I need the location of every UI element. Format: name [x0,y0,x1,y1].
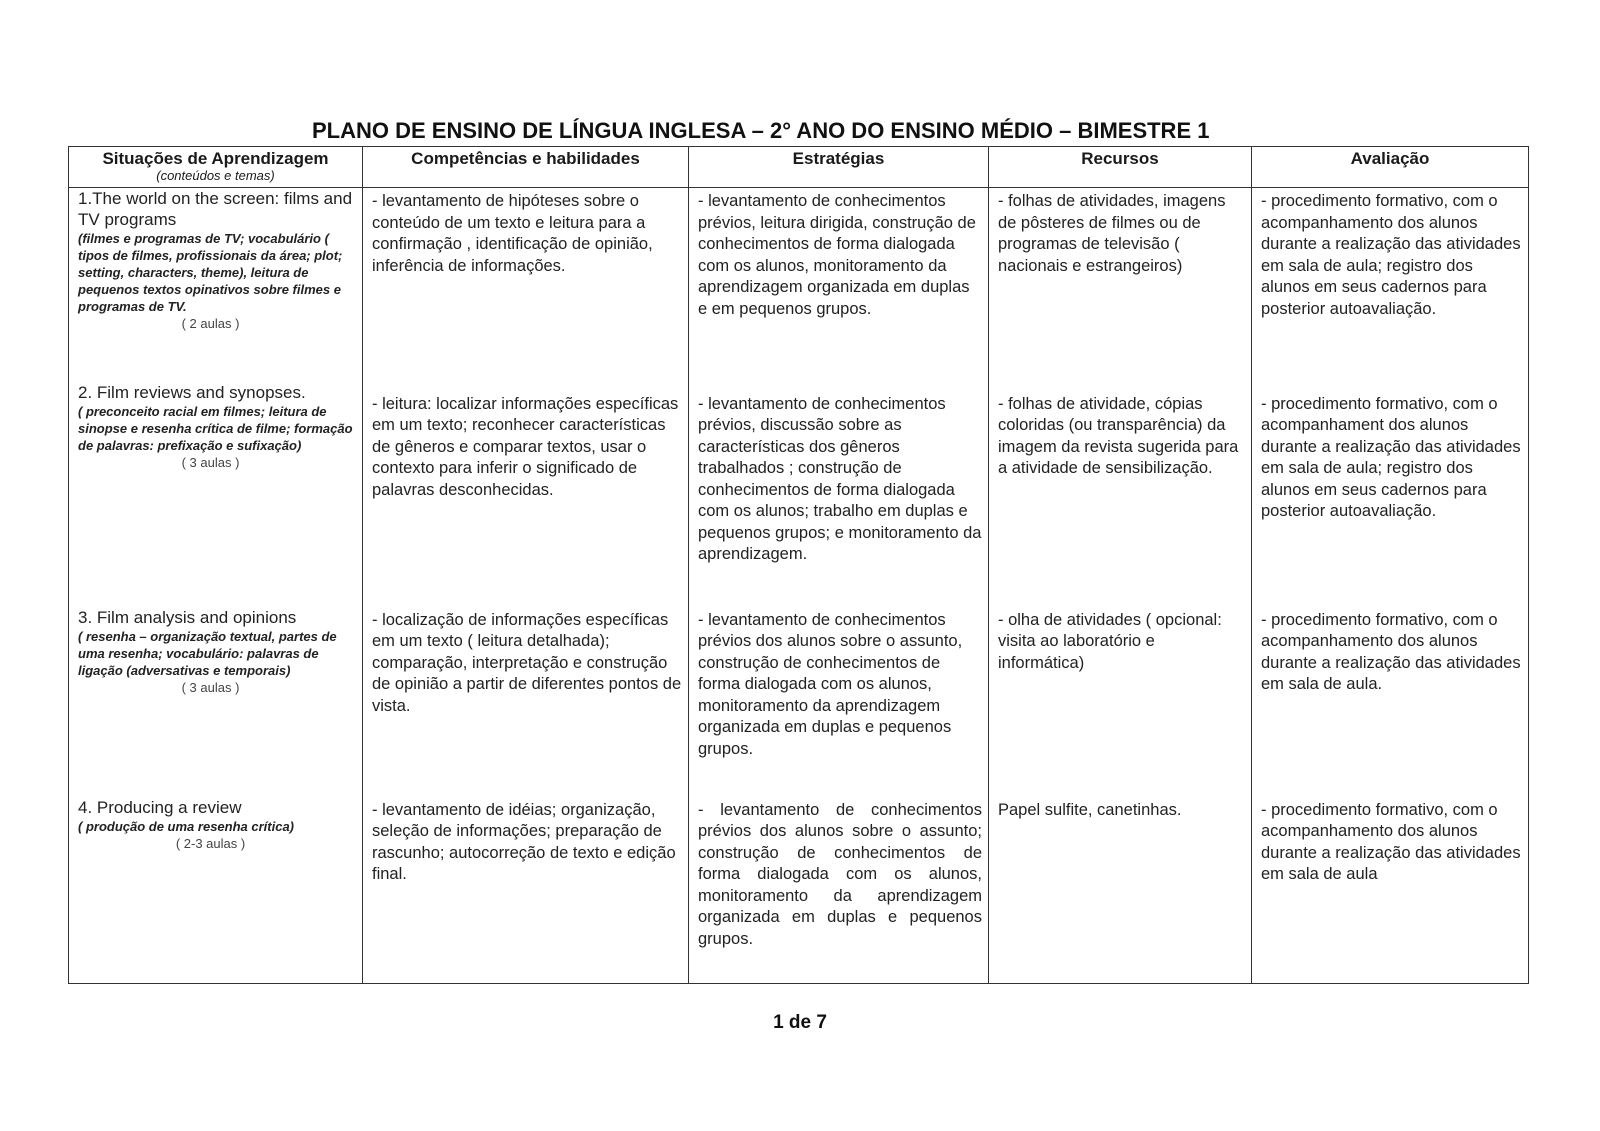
recursos-text: Papel sulfite, canetinhas. [998,800,1182,819]
cell-situacao [69,188,363,382]
situacao-aulas: ( 2-3 aulas ) [175,835,246,851]
table-row [69,382,1529,607]
cell-avaliacao [1252,188,1529,382]
situacao-aulas: ( 3 aulas ) [181,454,240,470]
page-title: PLANO DE ENSINO DE LÍNGUA INGLESA – 2° ANO DO ENSINO MÉDIO – BIMESTRE 1 [312,118,1210,143]
cell-estrategias [689,188,989,382]
cell-competencias [363,188,689,382]
cell-recursos [989,797,1252,984]
recursos-text: - folhas de atividades, imagens de pôsteres de filmes ou de programas de televisão ( nacionais e estrangeiros) [998,192,1226,275]
situacao-title: 4. Producing a review [78,797,242,817]
teaching-plan-table [68,146,1529,984]
cell-situacao [69,797,363,984]
situacao-detail: ( preconceito racial em filmes; leitura de sinopse e resenha crítica de filme; formação de palavras: prefixação e sufixação) [78,403,353,453]
competencias-text: - leitura: localizar informações específicas em um texto; reconhecer características de gêneros e comparar textos, usar o contexto para inferir o significado de palavras desconhecidas. [372,394,679,499]
cell-estrategias [689,382,989,607]
header-estrategias: Estratégias [689,147,989,188]
cell-recursos [989,382,1252,607]
header-recursos: Recursos [989,147,1252,188]
situacao-aulas: ( 2 aulas ) [181,316,240,331]
estrategias-text: - levantamento de conhecimentos prévios, leitura dirigida, construção de conhecimentos de forma dialogada com os alunos, monitoramento da aprendizagem organizada em duplas e em pequenos grupos. [698,192,976,318]
recursos-text: - olha de atividades ( opcional: visita ao laboratório e informática) [998,610,1222,672]
header-situacoes-label: Situações de Aprendizagem [102,149,329,168]
header-row [69,147,1529,188]
situacao-detail: ( resenha – organização textual, partes de uma resenha; vocabulário: palavras de ligação (adversativas e temporais) [78,628,337,678]
header-avaliacao: Avaliação [1252,147,1529,188]
situacao-title: 3. Film analysis and opinions [78,607,297,627]
header-situacoes [69,147,363,188]
table-row [69,607,1529,797]
cell-competencias [363,797,689,984]
header-situacoes-sub: (conteúdos e temas) [156,168,275,183]
cell-competencias [363,607,689,797]
cell-situacao [69,382,363,607]
competencias-text: - localização de informações específicas em um texto ( leitura detalhada); comparação, interpretação e construção de opinião a partir de diferentes pontos de vista. [372,610,682,715]
cell-avaliacao [1252,607,1529,797]
competencias-text: - levantamento de idéias; organização, seleção de informações; preparação de rascunho; autocorreção de texto e edição final. [372,800,676,883]
estrategias-text: - levantamento de conhecimentos prévios, discussão sobre as características dos gêneros trabalhados ; construção de conhecimentos de forma dialogada com os alunos; trabalho em duplas e pequenos grupos; e monitoramento da aprendizagem. [698,394,982,563]
cell-avaliacao [1252,382,1529,607]
situacao-aulas: ( 3 aulas ) [181,679,240,695]
competencias-text: - levantamento de hipóteses sobre o conteúdo de um texto e leitura para a confirmação , identificação de opinião, inferência de informações. [372,192,653,275]
estrategias-text: - levantamento de conhecimentos prévios dos alunos sobre o assunto; construção de conhecimentos de forma dialogada com os alunos, monitoramento da aprendizagem organizada em duplas e pequenos grupos. [698,800,982,948]
situacao-detail: ( produção de uma resenha crítica) [78,818,295,834]
header-competencias: Competências e habilidades [363,147,689,188]
cell-avaliacao [1252,797,1529,984]
cell-recursos [989,607,1252,797]
avaliacao-text: - procedimento formativo, com o acompanhament dos alunos durante a realização das atividades em sala de aula; registro dos alunos em seus cadernos para posterior autoavaliação. [1261,394,1521,520]
table-row [69,188,1529,382]
estrategias-text: - levantamento de conhecimentos prévios dos alunos sobre o assunto, construção de conhecimentos de forma dialogada com os alunos, monitoramento da aprendizagem organizada em duplas e pequenos grupos. [698,610,963,758]
cell-competencias [363,382,689,607]
cell-estrategias [689,607,989,797]
cell-recursos [989,188,1252,382]
recursos-text: - folhas de atividade, cópias coloridas (ou transparência) da imagem da revista sugerida para a atividade de sensibilização. [998,394,1239,477]
avaliacao-text: - procedimento formativo, com o acompanhamento dos alunos durante a realização das atividades em sala de aula [1261,800,1521,883]
avaliacao-text: - procedimento formativo, com o acompanhamento dos alunos durante a realização das atividades em sala de aula; registro dos alunos em seus cadernos para posterior autoavaliação. [1261,192,1521,318]
situacao-title: 1.The world on the screen: films and TV programs [78,189,353,229]
page-number: 1 de 7 [773,1012,827,1033]
situacao-detail: (filmes e programas de TV; vocabulário ( tipos de filmes, profissionais da área; plot; setting, characters, theme), leitura de pequenos textos opinativos sobre filmes e programas de TV. [78,231,343,314]
situacao-title: 2. Film reviews and synopses. [78,382,306,402]
table-row [69,797,1529,984]
cell-estrategias [689,797,989,984]
avaliacao-text: - procedimento formativo, com o acompanhamento dos alunos durante a realização das atividades em sala de aula. [1261,610,1521,693]
cell-situacao [69,607,363,797]
